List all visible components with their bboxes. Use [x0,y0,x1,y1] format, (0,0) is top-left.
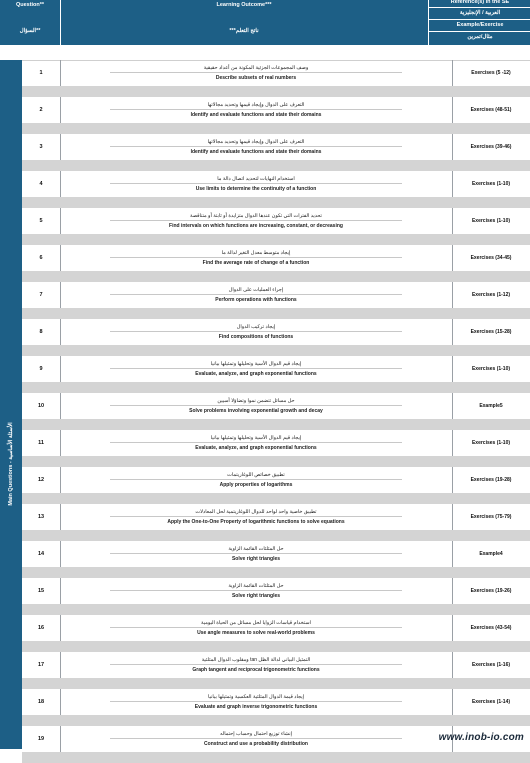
outcome-divider [110,294,402,295]
row-separator [22,308,530,319]
table-header [0,0,530,45]
learning-outcome-cell [60,356,453,382]
outcome-english: Perform operations with functions [215,297,297,303]
reference-header-en: Reference(s) in the SE [450,0,510,5]
row-separator [22,456,530,467]
question-number: 16 [22,615,61,641]
exercise-reference: Exercises (1-16) [471,662,511,668]
outcome-arabic: حل المثلثات القائمة الزاوية [228,546,284,552]
question-number: 13 [22,504,61,530]
exercise-reference: Exercises (1-10) [471,218,511,224]
outcome-arabic: إيجاد قيم الدوال الأسية وتحليلها وتمثيلها بيانيا [210,361,302,367]
outcome-arabic: إيجاد قيمة الدوال المثلثية العكسية وتمثيلها بيانيا [208,694,304,700]
question-number: 3 [22,134,61,160]
learning-outcome-cell [60,319,453,345]
exercise-reference: Exercises (48-51) [470,107,512,113]
learning-outcome-cell [60,171,453,197]
learning-outcome-cell [60,467,453,493]
outcome-divider [110,664,402,665]
question-number: 15 [22,578,61,604]
outcome-divider [110,331,402,332]
learning-outcome-cell [60,245,453,271]
learning-outcome-cell [60,134,453,160]
table-row [22,282,530,319]
example-header-ar: مثال/تمرين [467,34,493,40]
outcome-arabic: حل مسائل تتضمن نموا وتضاؤلا أسيين [217,398,295,404]
row-separator [22,234,530,245]
row-separator [22,382,530,393]
exercise-reference: Exercises (1-10) [471,366,511,372]
row-separator [22,604,530,615]
table-row [22,60,530,97]
row-separator [22,160,530,171]
example-header-en: Example/Exercise [456,22,504,28]
outcome-divider [110,146,402,147]
table-row [22,652,530,689]
row-separator [22,345,530,356]
row-separator [22,419,530,430]
exercise-reference: Exercises (1-12) [471,292,511,298]
table-row [22,430,530,467]
question-number: 11 [22,430,61,456]
outcome-divider [110,368,402,369]
table-row [22,615,530,652]
outcome-divider [110,590,402,591]
outcome-arabic: إيجاد تركيب الدوال [236,324,276,330]
learning-outcome-cell [60,60,453,86]
outcome-english: Find compositions of functions [218,334,294,340]
learning-outcome-cell [60,282,453,308]
outcome-divider [110,220,402,221]
learning-outcome-cell [60,393,453,419]
outcome-arabic: تطبيق خاصية واحد لواحد للدوال اللوغاريتمية لحل المعادلات [195,509,317,515]
row-separator [22,271,530,282]
outcome-arabic: إيجاد متوسط معدل التغير لدالة ما [221,250,291,256]
exercise-reference: Exercises (43-54) [470,625,512,631]
outcome-arabic: حل المثلثات القائمة الزاوية [228,583,284,589]
question-number: 1 [22,60,61,86]
row-separator [22,123,530,134]
question-number: 12 [22,467,61,493]
watermark: www.inob-io.com [438,732,524,743]
outcome-arabic: تطبيق خصائص اللوغاريتمات [227,472,285,478]
outcome-english: Solve right triangles [231,593,281,599]
outcome-english: Construct and use a probability distribution [204,741,308,747]
exercise-reference: Exercises (15-28) [470,329,512,335]
table-row [22,319,530,356]
outcome-english: Use angle measures to solve real-world problems [197,630,315,636]
exercise-reference: Exercises (39-46) [470,144,512,150]
outcome-header-ar: ناتج التعلم*** [229,28,259,34]
outcome-arabic: التعرف على الدوال وإيجاد قيمها وتحديد مجالاتها [207,102,305,108]
outcome-english: Find intervals on which functions are increasing, constant, or decreasing [169,223,343,229]
question-number: 5 [22,208,61,234]
learning-outcome-cell [60,652,453,678]
question-number: 14 [22,541,61,567]
outcome-arabic: تحديد الفترات التي تكون عندها الدوال متزايدة أو ثابتة أو متناقصة [190,213,322,219]
outcome-english: Describe subsets of real numbers [215,75,297,81]
table-row [22,356,530,393]
outcome-arabic: إجراء العمليات على الدوال [228,287,284,293]
outcome-english: Find the average rate of change of a function [202,260,310,266]
outcome-english: Apply properties of logarithms [219,482,293,488]
question-header-ar: السؤال** [19,28,41,34]
row-separator [22,197,530,208]
outcome-divider [110,183,402,184]
exercise-reference: Exercises (75-79) [470,514,512,520]
outcome-english: Identify and evaluate functions and state their domains [190,112,322,118]
outcome-arabic: التمثيل البياني لدالة الظل tan ومقلوب الدوال المثلثية [201,657,311,663]
question-number: 8 [22,319,61,345]
learning-outcome-cell [60,504,453,530]
outcome-divider [110,627,402,628]
outcome-english: Graph tangent and reciprocal trigonometric functions [192,667,320,673]
exercise-reference: Exercises (1-10) [471,440,511,446]
outcome-divider [110,257,402,258]
outcome-divider [110,405,402,406]
question-number: 6 [22,245,61,271]
table-row [22,541,530,578]
outcome-divider [110,72,402,73]
outcome-divider [110,701,402,702]
table-row [22,578,530,615]
reference-header-ar: العربية / الإنجليزية [459,10,501,16]
row-separator [22,493,530,504]
learning-outcome-cell [60,541,453,567]
exercise-reference: Exercises (34-45) [470,255,512,261]
outcome-english: Evaluate, analyze, and graph exponential functions [195,445,317,451]
learning-outcome-cell [60,578,453,604]
row-separator [22,530,530,541]
sidebar-label: Main Questions - الأسئلة الأساسية [8,422,14,506]
table-row [22,208,530,245]
outcome-arabic: استخدام النهايات لتحديد اتصال دالة ما [217,176,295,182]
exercise-reference: Example5 [479,403,503,409]
question-number: 10 [22,393,61,419]
outcome-arabic: استخدام قياسات الزوايا لحل مسائل من الحياة اليومية [201,620,311,626]
learning-outcome-cell [60,615,453,641]
outcome-arabic: إنشاء توزيع احتمال وحساب إحتماله [220,731,292,737]
exercise-reference: Exercises (19-28) [470,477,512,483]
outcome-english: Evaluate and graph inverse trigonometric functions [194,704,318,710]
learning-outcome-cell [60,208,453,234]
table-row [22,134,530,171]
question-number: 2 [22,97,61,123]
row-separator [22,678,530,689]
outcome-english: Solve problems involving exponential growth and decay [189,408,323,414]
section-sidebar [0,60,22,749]
question-number: 4 [22,171,61,197]
outcome-header-en: Learning Outcome*** [216,2,272,8]
question-number: 9 [22,356,61,382]
table-row [22,504,530,541]
outcome-divider [110,738,402,739]
outcome-english: Solve right triangles [231,556,281,562]
outcome-divider [110,479,402,480]
question-number: 19 [22,726,61,752]
table-row [22,97,530,134]
row-separator [22,715,530,726]
outcome-divider [110,442,402,443]
outcome-arabic: وصف المجموعات الجزئية المكونة من أعداد حقيقية [203,65,309,71]
row-separator [22,641,530,652]
outcome-divider [110,109,402,110]
table-row [22,245,530,282]
question-number: 18 [22,689,61,715]
question-number: 7 [22,282,61,308]
exercise-reference: Exercises (1-10) [471,181,511,187]
row-separator [22,86,530,97]
question-header-en: Question** [15,2,45,8]
exercise-reference: Exercises (5 -12) [471,70,511,76]
header-spacer [22,45,530,61]
row-separator [22,752,530,763]
learning-outcome-cell [60,726,453,752]
outcome-arabic: التعرف على الدوال وإيجاد قيمها وتحديد مجالاتها [207,139,305,145]
learning-outcome-cell [60,689,453,715]
table-row [22,689,530,726]
table-row [22,171,530,208]
exercise-reference: Example4 [479,551,503,557]
table-row [22,467,530,504]
outcome-divider [110,553,402,554]
outcome-english: Apply the One-to-One Property of logarithmic functions to solve equations [167,519,345,525]
table-row [22,393,530,430]
exercise-reference: Exercises (1-14) [471,699,511,705]
outcome-english: Use limits to determine the continuity of a function [195,186,317,192]
row-separator [22,567,530,578]
outcome-divider [110,516,402,517]
learning-outcome-cell [60,97,453,123]
outcome-english: Evaluate, analyze, and graph exponential functions [195,371,317,377]
question-number: 17 [22,652,61,678]
outcome-english: Identify and evaluate functions and state their domains [190,149,322,155]
outcome-arabic: إيجاد قيم الدوال الأسية وتحليلها وتمثيلها بيانيا [210,435,302,441]
learning-outcome-cell [60,430,453,456]
exercise-reference: Exercises (19-26) [470,588,512,594]
